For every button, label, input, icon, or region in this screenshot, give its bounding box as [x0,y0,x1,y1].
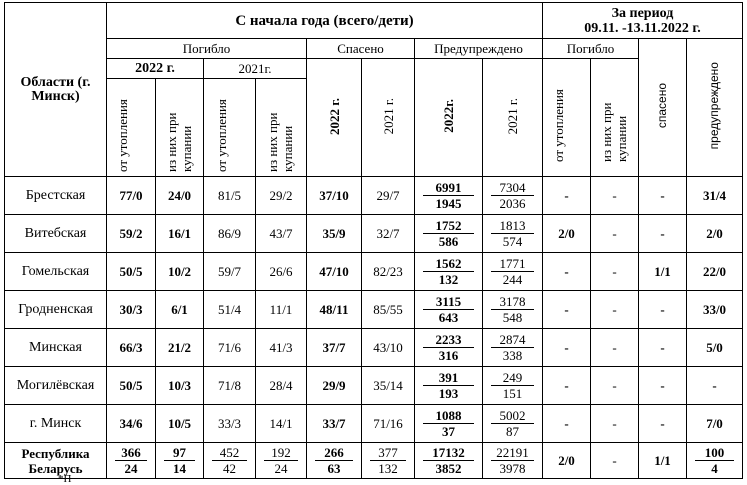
table-row [5,405,743,443]
died-2022-cell: 50/5 [107,253,156,291]
period-swim-cell: - [591,177,639,215]
died-2021-cell: 71/6 [204,329,256,367]
total-period-prevented-cell: 100 4 [687,443,743,479]
swim-2022-cell: 21/2 [156,329,204,367]
died-2022-cell: 59/2 [107,215,156,253]
table-row [5,329,743,367]
period-swim-cell: - [591,329,639,367]
died-2021-cell: 81/5 [204,177,256,215]
total-died-2022-cell: 366 24 [107,443,156,479]
period-died-cell: - [543,329,591,367]
total-saved-2021-cell: 377 132 [362,443,415,479]
period-swimming-header: из них при купании [591,59,639,177]
period-prevented-cell: 5/0 [687,329,743,367]
swim-2021-cell: 43/7 [256,215,307,253]
period-died-header: Погибло [543,39,639,59]
statistics-table [4,2,743,479]
swim-2021-cell: 28/4 [256,367,307,405]
prevented-2021-cell: 1771 244 [483,253,543,291]
period-header-line2: 09.11. -13.11.2022 г. [584,20,701,36]
saved-2022-cell: 48/11 [307,291,362,329]
died-2021-cell: 71/8 [204,367,256,405]
region-column-header: Области (г. Минск) [5,3,107,177]
prevented-2021-cell: 249 151 [483,367,543,405]
saved-2022-cell: 47/10 [307,253,362,291]
total-period-saved-cell: 1/1 [639,443,687,479]
prevented-2021-header: 2021 г. [483,59,543,177]
period-prevented-cell: 22/0 [687,253,743,291]
period-saved-cell: - [639,291,687,329]
died-2021-cell: 86/9 [204,215,256,253]
swim-2022-cell: 6/1 [156,291,204,329]
prevented-2021-cell: 1813 574 [483,215,543,253]
prevented-2022-cell: 2233 316 [415,329,483,367]
prevented-2021-cell: 2874 338 [483,329,543,367]
period-drowning-header: от утопления [543,59,591,177]
total-period-died-cell: 2/0 [543,443,591,479]
died-2022-cell: 77/0 [107,177,156,215]
swim-2022-cell: 24/0 [156,177,204,215]
saved-2022-cell: 33/7 [307,405,362,443]
period-swim-cell: - [591,291,639,329]
saved-2021-cell: 35/14 [362,367,415,405]
saved-2022-cell: 29/9 [307,367,362,405]
table-row [5,367,743,405]
died-2022-cell: 34/6 [107,405,156,443]
swim-2021-cell: 11/1 [256,291,307,329]
period-prevented-cell: 7/0 [687,405,743,443]
period-saved-cell: - [639,367,687,405]
died-2021-cell: 51/4 [204,291,256,329]
died-2022-cell: 50/5 [107,367,156,405]
swimming-2022-header: из них при купании [156,79,204,177]
period-prevented-cell: 33/0 [687,291,743,329]
saved-2021-cell: 29/7 [362,177,415,215]
total-prevented-2021-cell: 22191 3978 [483,443,543,479]
period-died-cell: 2/0 [543,215,591,253]
saved-2022-cell: 37/7 [307,329,362,367]
prevented-header: Предупреждено [415,39,543,59]
total-region-line1: Республика [21,445,90,461]
swim-2022-cell: 16/1 [156,215,204,253]
swim-2021-cell: 29/2 [256,177,307,215]
period-swim-cell: - [591,215,639,253]
period-header-line1: За период [611,5,674,21]
died-2021-cell: 59/7 [204,253,256,291]
total-region-name [5,443,107,479]
swim-2021-cell: 41/3 [256,329,307,367]
died-header: Погибло [107,39,307,59]
region-name: Гомельская [5,253,107,291]
prevented-2022-cell: 1088 37 [415,405,483,443]
table-row [5,291,743,329]
period-swim-cell: - [591,405,639,443]
died-2021-header: 2021г. [204,59,307,79]
saved-2022-cell: 35/9 [307,215,362,253]
period-died-cell: - [543,291,591,329]
period-swim-cell: - [591,367,639,405]
since-year-header: С начала года (всего/дети) [107,3,543,39]
died-2022-cell: 66/3 [107,329,156,367]
saved-2021-cell: 82/23 [362,253,415,291]
swim-2021-cell: 14/1 [256,405,307,443]
total-prevented-2022-cell: 17132 3852 [415,443,483,479]
prevented-2022-cell: 3115 643 [415,291,483,329]
prevented-2022-cell: 1752 586 [415,215,483,253]
died-2022-header: 2022 г. [107,59,204,79]
swim-2022-cell: 10/3 [156,367,204,405]
total-died-2021-cell: 452 42 [204,443,256,479]
period-died-cell: - [543,177,591,215]
drowning-2022-header: от утопления [107,79,156,177]
period-died-cell: - [543,253,591,291]
period-prevented-cell: 31/4 [687,177,743,215]
prevented-2022-cell: 391 193 [415,367,483,405]
died-2022-cell: 30/3 [107,291,156,329]
region-name: Гродненская [5,291,107,329]
table-row [5,215,743,253]
footnote: *П [58,473,72,485]
saved-2021-cell: 43/10 [362,329,415,367]
swim-2022-cell: 10/2 [156,253,204,291]
region-name: г. Минск [5,405,107,443]
swim-2022-cell: 10/5 [156,405,204,443]
total-swim-2021-cell: 192 24 [256,443,307,479]
prevented-2022-cell: 1562 132 [415,253,483,291]
period-saved-cell: - [639,177,687,215]
saved-2021-cell: 85/55 [362,291,415,329]
total-saved-2022-cell: 266 63 [307,443,362,479]
died-2021-cell: 33/3 [204,405,256,443]
period-header [543,3,743,39]
swim-2021-cell: 26/6 [256,253,307,291]
period-died-cell: - [543,367,591,405]
table-row [5,177,743,215]
total-period-swim-cell: - [591,443,639,479]
period-saved-header: спасено [639,39,687,177]
period-died-cell: - [543,405,591,443]
drowning-2021-header: от утопления [204,79,256,177]
period-saved-cell: - [639,405,687,443]
total-swim-2022-cell: 97 14 [156,443,204,479]
total-row [5,443,743,479]
period-prevented-header: предупреждено [687,39,743,177]
period-saved-cell: 1/1 [639,253,687,291]
prevented-2021-cell: 3178 548 [483,291,543,329]
saved-2021-cell: 32/7 [362,215,415,253]
prevented-2022-cell: 6991 1945 [415,177,483,215]
saved-2021-cell: 71/16 [362,405,415,443]
period-prevented-cell: - [687,367,743,405]
period-swim-cell: - [591,253,639,291]
prevented-2022-header: 2022г. [415,59,483,177]
total-region-line2: Беларусь [28,460,83,476]
saved-2022-cell: 37/10 [307,177,362,215]
saved-2022-header: 2022 г. [307,59,362,177]
prevented-2021-cell: 7304 2036 [483,177,543,215]
region-name: Брестская [5,177,107,215]
swimming-2021-header: из них при купании [256,79,307,177]
region-name: Могилёвская [5,367,107,405]
saved-2021-header: 2021 г. [362,59,415,177]
saved-header: Спасено [307,39,415,59]
prevented-2021-cell: 5002 87 [483,405,543,443]
region-name: Минская [5,329,107,367]
region-name: Витебская [5,215,107,253]
period-prevented-cell: 2/0 [687,215,743,253]
table-row [5,253,743,291]
period-saved-cell: - [639,329,687,367]
period-saved-cell: - [639,215,687,253]
